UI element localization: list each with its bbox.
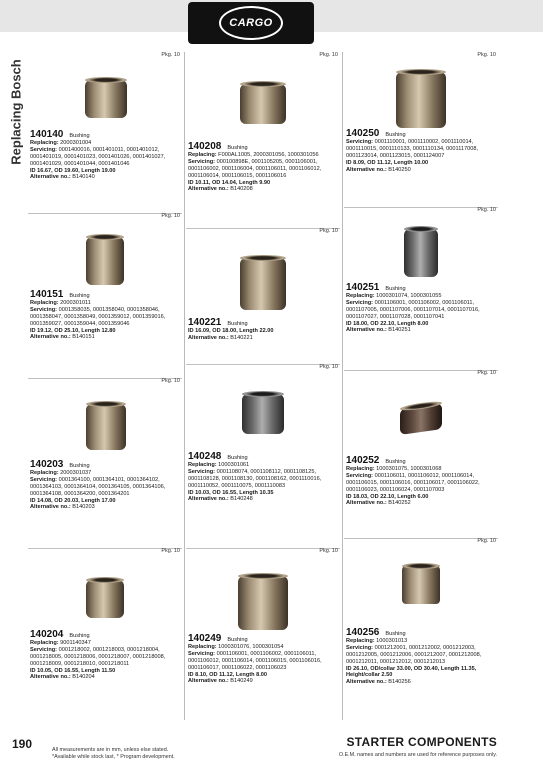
servicing-label: Servicing: [188, 650, 216, 657]
product-info [188, 317, 338, 342]
product-image [186, 242, 340, 314]
part-title: Bushing [69, 463, 90, 469]
servicing-label: Servicing: [346, 138, 374, 145]
dimensions: ID 8.09, OD 11.12, Length 10.00 [346, 159, 429, 166]
pkg-qty: Pkg. 10 [477, 370, 496, 376]
part-number: 140252 [346, 455, 380, 466]
pkg-qty: Pkg. 10 [161, 548, 180, 554]
pkg-qty: Pkg. 10 [161, 378, 180, 384]
side-label-text: Replacing Bosch [8, 59, 24, 165]
servicing-value: 0001108074, 0001108112, 0001108125, 0001108128, 0001108130, 0001108162, 0001110016, 0001110052, 0001110075, 0001110083 [188, 468, 322, 489]
dimensions: ID 14.08, OD 20.03, Length 17.00 [30, 497, 116, 504]
dimensions: ID 10.03, OD 16.55, Length 10.35 [188, 489, 274, 496]
part-number: 140250 [346, 128, 380, 139]
replacing-value: F000AL1005, 2000301056, 1000301056 [218, 151, 319, 158]
part-title: Bushing [69, 133, 90, 139]
product-card-140140 [28, 52, 182, 214]
product-info [188, 451, 338, 503]
alt-value: B140221 [230, 334, 253, 341]
replacing-value: 2000301011 [60, 299, 91, 306]
alt-value: B140204 [72, 674, 95, 681]
column-1 [28, 52, 182, 720]
servicing-label: Servicing: [188, 158, 216, 165]
servicing-label: Servicing: [30, 476, 58, 483]
replacing-label: Replacing: [346, 292, 375, 299]
product-card-140256 [344, 538, 498, 720]
bushing-icon [86, 404, 126, 450]
part-number: 140151 [30, 289, 64, 300]
replacing-label: Replacing: [188, 151, 217, 158]
servicing-value: 0001212001, 0001212002, 0001212003, 0001212005, 0001212006, 0001212007, 0001212008, 0001212011, 0001212012, 0001212013 [346, 644, 482, 665]
product-image [344, 62, 498, 130]
bushing-icon [240, 84, 286, 124]
part-title: Bushing [69, 633, 90, 639]
replacing-value: 1000301061 [218, 461, 250, 468]
bushing-icon [400, 403, 442, 435]
replacing-label: Replacing: [188, 461, 217, 468]
part-number: 140249 [188, 633, 222, 644]
pkg-qty: Pkg. 10 [319, 548, 338, 554]
servicing-value: 0001110001, 0001110002, 0001110014, 0001110015, 0001110133, 0001110134, 0001117008, 0001123014, 0001123015, 0001124007 [346, 138, 478, 159]
replacing-value: 2000301004 [60, 139, 92, 146]
part-title: Bushing [385, 631, 406, 637]
part-title: Bushing [69, 293, 90, 299]
part-number: 140140 [30, 129, 64, 140]
product-card-140251 [344, 207, 498, 371]
part-number: 140208 [188, 141, 222, 152]
servicing-value: 0001400016, 0001401011, 0001401012, 0001401019, 0001401023, 0001401026, 0001401027, 0001401029, 0001401044, 0001401046 [30, 146, 166, 167]
replacing-label: Replacing: [188, 643, 217, 650]
product-card-140208 [186, 52, 340, 229]
alt-label: Alternative no.: [188, 186, 229, 193]
replacing-value: 1000301013 [376, 637, 408, 644]
part-number: 140204 [30, 629, 64, 640]
replacing-value: 1000301075, 1000301068 [376, 465, 442, 472]
dimensions: ID 16.67, OD 19.60, Length 19.00 [30, 167, 116, 174]
alt-value: B140250 [388, 166, 411, 173]
servicing-label: Servicing: [188, 468, 216, 475]
product-info [30, 629, 180, 681]
bushing-icon [396, 72, 446, 128]
servicing-label: Servicing: [346, 299, 374, 306]
product-info [346, 282, 496, 334]
product-card-140250 [344, 52, 498, 208]
alt-label: Alternative no.: [346, 327, 387, 334]
alt-value: B140151 [72, 334, 95, 341]
servicing-label: Servicing: [30, 306, 58, 313]
bushing-icon [404, 229, 438, 277]
product-info [346, 455, 496, 507]
alt-label: Alternative no.: [30, 334, 71, 341]
column-divider [184, 52, 185, 720]
pkg-qty: Pkg. 10 [477, 207, 496, 213]
dimensions: ID 10.05, OD 16.55, Length 11.50 [30, 667, 116, 674]
servicing-label: Servicing: [30, 646, 58, 653]
replacing-value: 1000301076, 1000301054 [218, 643, 284, 650]
footer-notes [52, 747, 175, 761]
product-card-140151 [28, 213, 182, 379]
alt-label: Alternative no.: [188, 496, 229, 503]
servicing-label: Servicing: [346, 644, 374, 651]
servicing-value: 0001106001, 0001106002, 0001106011, 0001107005, 0001107006, 0001107014, 0001107016, 0001107027, 0001107028, 0001107041 [346, 299, 480, 320]
section-title: STARTER COMPONENTS [346, 735, 497, 749]
product-image [344, 219, 498, 285]
brand-logo [188, 2, 314, 44]
part-title: Bushing [227, 145, 248, 151]
replacing-label: Replacing: [346, 465, 375, 472]
page-number: 190 [12, 737, 33, 751]
product-image [28, 562, 182, 632]
product-image [186, 378, 340, 452]
catalog-sheet [28, 52, 500, 720]
servicing-label: Servicing: [346, 472, 374, 479]
bushing-icon [402, 566, 440, 604]
dimensions: ID 16.09, OD 18.00, Length 22.00 [188, 327, 274, 334]
product-info [30, 129, 180, 181]
replacing-value: 2000301037 [60, 469, 92, 476]
product-info [30, 459, 180, 511]
column-3 [344, 52, 498, 720]
servicing-value: 0001218002, 0001218003, 0001218004, 0001218005, 0001218006, 0001218007, 0001218008, 0001218009, 0001218010, 0001218011 [30, 646, 166, 667]
part-title: Bushing [227, 637, 248, 643]
logo-text: CARGO [229, 17, 273, 29]
bushing-icon [85, 80, 127, 118]
logo-ring-icon [219, 6, 283, 40]
alt-label: Alternative no.: [30, 504, 71, 511]
alt-label: Alternative no.: [346, 679, 387, 686]
alt-label: Alternative no.: [346, 166, 387, 173]
servicing-value: 0001364100, 0001364101, 0001364102, 0001364103, 0001364104, 0001364105, 0001364106, 0001364108, 0001364200, 0001364201 [30, 476, 166, 497]
replacing-label: Replacing: [346, 637, 375, 644]
product-info [188, 141, 338, 193]
product-card-140252 [344, 370, 498, 539]
product-info [188, 633, 338, 685]
product-image [28, 227, 182, 297]
part-title: Bushing [385, 286, 406, 292]
column-divider [342, 52, 343, 720]
alt-label: Alternative no.: [188, 334, 229, 341]
product-image [344, 382, 498, 454]
alt-value: B140140 [72, 174, 95, 181]
replacing-label: Replacing: [30, 469, 59, 476]
servicing-value: 0001106011, 0001106012, 0001106014, 0001106015, 0001106016, 0001106017, 0001106022, 0001106023, 0001106024, 0001107003 [346, 472, 480, 493]
part-number: 140251 [346, 282, 380, 293]
alt-label: Alternative no.: [30, 674, 71, 681]
servicing-value: 0001106001, 0001106002, 0001106011, 0001106012, 0001106014, 0001106015, 0001106016, 0001106017, 0001106022, 0001106023 [188, 650, 322, 671]
product-card-140203 [28, 378, 182, 549]
part-title: Bushing [385, 132, 406, 138]
part-number: 140203 [30, 459, 64, 470]
bushing-icon [240, 258, 286, 310]
part-number: 140221 [188, 317, 222, 328]
product-image [186, 70, 340, 140]
product-image [28, 68, 182, 130]
pkg-qty: Pkg. 10 [161, 52, 180, 58]
bushing-icon [242, 394, 284, 434]
part-title: Bushing [227, 321, 248, 327]
dimensions: ID 8.10, OD 11.12, Length 8.00 [188, 671, 267, 678]
alt-value: B140251 [388, 327, 411, 334]
bushing-icon [238, 576, 288, 630]
product-info [346, 627, 496, 686]
dimensions: ID 19.12, OD 25.10, Length 12.80 [30, 327, 116, 334]
part-number: 140256 [346, 627, 380, 638]
pkg-qty: Pkg. 10 [477, 538, 496, 544]
dimensions: ID 18.00, OD 22.10, Length 8.00 [346, 320, 429, 327]
pkg-qty: Pkg. 10 [161, 213, 180, 219]
bushing-icon [86, 580, 124, 618]
product-info [346, 128, 496, 173]
bushing-icon [86, 237, 124, 285]
pkg-qty: Pkg. 10 [319, 364, 338, 370]
product-image [28, 392, 182, 462]
dimensions: ID 26.10, OD/collar 33.00, OD 30.40, Length 11.35, Height/collar 2.50 [346, 665, 477, 679]
alt-value: B140203 [72, 504, 95, 511]
page-footer [0, 727, 543, 769]
part-title: Bushing [385, 459, 406, 465]
footer-note-measurements: All measurements are in mm, unless else stated. [52, 747, 169, 753]
product-card-140248 [186, 364, 340, 549]
alt-value: B140208 [230, 186, 253, 193]
dimensions: ID 18.03, OD 22.10, Length 6.00 [346, 493, 429, 500]
servicing-value: 000100898E, 0001105205, 0001106001, 0001106002, 0001106004, 0001106011, 0001106012, 0001106014, 0001106015, 0001106016 [188, 158, 322, 179]
alt-label: Alternative no.: [30, 174, 71, 181]
product-image [344, 550, 498, 630]
servicing-label: Servicing: [30, 146, 58, 153]
part-number: 140248 [188, 451, 222, 462]
replacing-label: Replacing: [30, 639, 59, 646]
alt-value: B140256 [388, 679, 411, 686]
product-image [186, 562, 340, 636]
pkg-qty: Pkg. 10 [477, 52, 496, 58]
product-info [30, 289, 180, 341]
pkg-qty: Pkg. 10 [319, 228, 338, 234]
oem-note: O.E.M. names and numbers are used for reference purposes only. [338, 752, 497, 758]
dimensions: ID 10.11, OD 14.04, Length 9.90 [188, 179, 271, 186]
pkg-qty: Pkg. 10 [319, 52, 338, 58]
side-label [7, 52, 25, 172]
replacing-label: Replacing: [30, 139, 59, 146]
replacing-label: Replacing: [30, 299, 59, 306]
alt-value: B140249 [230, 678, 253, 685]
alt-label: Alternative no.: [346, 500, 387, 507]
product-card-140249 [186, 548, 340, 720]
product-card-140221 [186, 228, 340, 365]
product-card-140204 [28, 548, 182, 720]
replacing-value: 9001140347 [60, 639, 91, 646]
servicing-value: 0001358035, 0001358040, 0001358046, 0001358047, 0001358049, 0001359012, 0001359016, 0001359027, 0001359044, 0001359046 [30, 306, 166, 327]
part-title: Bushing [227, 455, 248, 461]
alt-label: Alternative no.: [188, 678, 229, 685]
replacing-value: 1000301074, 1000301055 [376, 292, 442, 299]
column-2 [186, 52, 340, 720]
footer-note-availability: *Available while stock last, * Program development. [52, 754, 175, 760]
alt-value: B140252 [388, 500, 411, 507]
alt-value: B140248 [230, 496, 253, 503]
